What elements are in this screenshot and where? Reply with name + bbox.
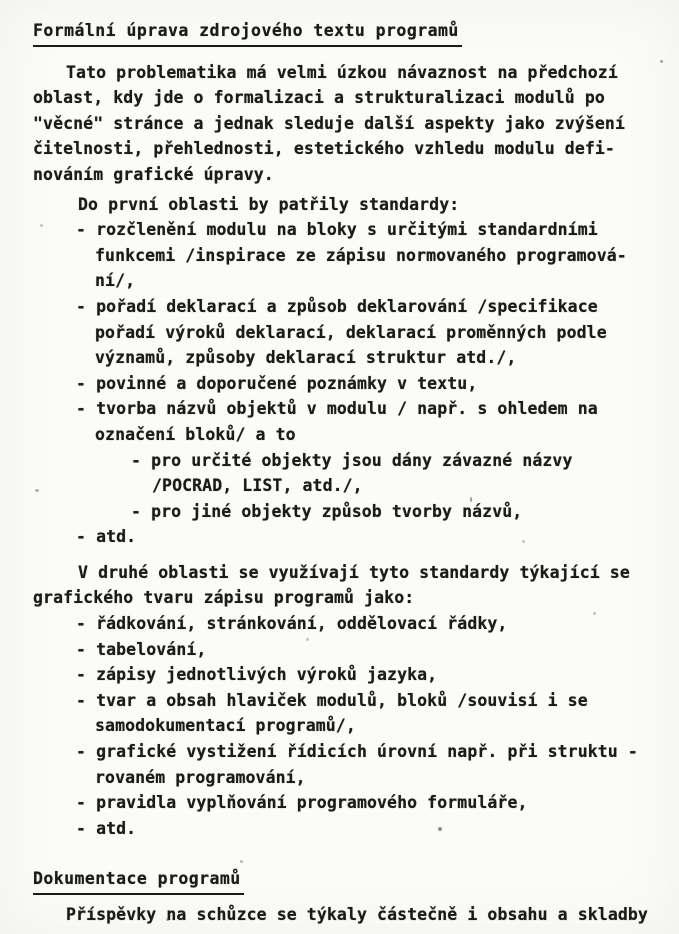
text-line: Tato problematika má velmi úzkou návaznost na předchozí (66, 62, 618, 82)
scan-speck (40, 224, 43, 227)
list-item: - pravidla vyplňování programového formuláře, (76, 793, 528, 813)
list-item-continuation: rovaném programování, (95, 767, 306, 787)
list-item: - tvorba názvů objektů v modulu / např. s ohledem na (76, 399, 598, 419)
scan-speck (240, 860, 243, 863)
list-item: - rozčlenění modulu na bloky s určitými standardními (76, 220, 598, 240)
list-item-continuation: ní/, (95, 271, 136, 291)
scan-speck (166, 918, 169, 921)
text-line: nováním grafické úpravy. (33, 164, 274, 184)
list-item-continuation: samodokumentací programů/, (95, 716, 356, 736)
bullet-list (0, 217, 679, 550)
text-line: "věcné" stránce a jednak sleduje další aspekty jako zvýšení (33, 113, 625, 133)
scan-speck (306, 638, 309, 641)
list-item-continuation: významů, způsoby deklarací struktur atd./, (95, 348, 517, 368)
scan-speck (660, 60, 663, 63)
scan-speck (593, 612, 596, 615)
list-item: - pořadí deklarací a způsob deklarování /specifikace (76, 296, 598, 316)
scan-speck (527, 152, 530, 155)
scan-speck (430, 750, 433, 753)
list-item: - grafické vystižení řídicích úrovní např. při struktu - (76, 742, 638, 762)
paragraph (0, 60, 679, 188)
sub-list-item: - pro jiné objekty způsob tvorby názvů, (131, 501, 523, 521)
heading-text: Dokumentace programů (33, 866, 244, 895)
text-line: čitelnosti, přehlednosti, estetického vzhledu modulu defi- (33, 139, 615, 159)
list-item: - tabelování, (76, 639, 207, 659)
sub-list-item: - pro určité objekty jsou dány závazné názvy (131, 450, 573, 470)
text-line: oblast, kdy jde o formalizaci a strukturalizaci modulů po (33, 88, 605, 108)
list-item-continuation: funkcemi /inspirace ze zápisu normovaného programová- (95, 245, 627, 265)
scan-speck (522, 540, 525, 543)
list-item: - atd. (76, 818, 137, 838)
section-heading-formal-layout (33, 18, 679, 44)
heading-text: Formální úprava zdrojového textu programů (33, 18, 462, 47)
text-line: Příspěvky na schůzce se týkaly částečně i obsahu a skladby (66, 905, 648, 924)
list-item: - řádkování, stránkování, oddělovací řádky, (76, 614, 508, 634)
list-item: - povinné a doporučené poznámky v textu, (76, 373, 478, 393)
paragraph (0, 902, 679, 928)
sub-list-item-continuation: /POCRAD, LIST, atd./, (152, 476, 363, 496)
text-line: grafického tvaru zápisu programů jako: (33, 588, 415, 608)
scan-speck (438, 827, 442, 831)
list-item: - tvar a obsah hlaviček modulů, bloků /souvisí i se (76, 690, 588, 710)
text-line: Do první oblasti by patřily standardy: (78, 194, 460, 214)
paragraph (0, 560, 679, 611)
scan-speck (35, 489, 39, 492)
section-heading-documentation (33, 866, 679, 892)
list-item-continuation: pořadí výroků deklarací, deklarací proměnných podle (95, 322, 607, 342)
list-item: - atd. (76, 527, 137, 547)
list-item: - zápisy jednotlivých výroků jazyka, (76, 665, 438, 685)
list-item-continuation: označení bloků/ a to (95, 424, 296, 444)
text-line: V druhé oblasti se využívají tyto standardy týkající se (78, 562, 630, 582)
bullet-list (0, 611, 679, 841)
scan-speck (470, 497, 472, 502)
